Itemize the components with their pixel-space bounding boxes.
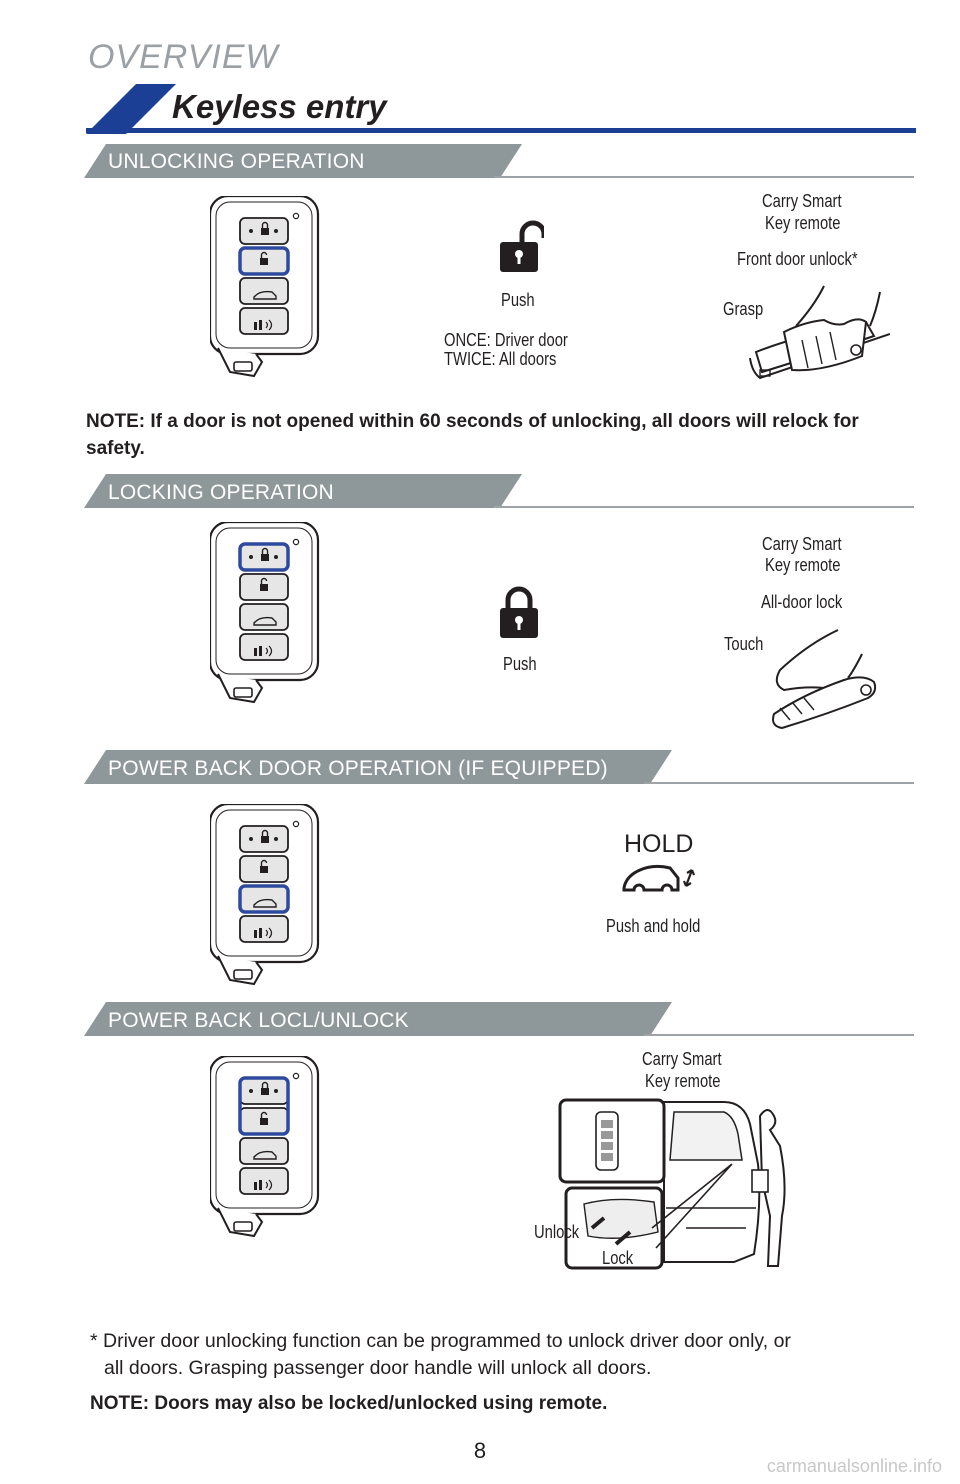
watermark: carmanualsonline.info xyxy=(766,1456,942,1476)
locking-section-title: LOCKING OPERATION xyxy=(108,481,334,504)
unlock-key-fob-image xyxy=(210,196,330,380)
lock-key-fob-image xyxy=(210,522,330,706)
backlock-carry-line2: Key remote xyxy=(645,1071,721,1091)
lock-all-door-label: All-door lock xyxy=(761,592,843,612)
unlock-label: Unlock xyxy=(534,1222,580,1242)
lock-push-label: Push xyxy=(503,654,537,674)
backlock-carry-line1: Carry Smart xyxy=(642,1049,722,1069)
relock-note-prefix: NOTE: xyxy=(86,411,146,432)
remote-note: NOTE: Doors may also be locked/unlocked using remote. xyxy=(90,1393,608,1414)
unlock-carry-line2: Key remote xyxy=(765,213,841,233)
back-door-icon xyxy=(620,860,700,900)
page-number: 8 xyxy=(473,1438,487,1463)
unlock-padlock-icon xyxy=(498,220,544,276)
back-door-key-fob-image xyxy=(210,804,330,988)
hold-label: HOLD xyxy=(624,830,694,858)
unlock-once-text: ONCE: Driver door xyxy=(444,330,568,350)
lock-carry-line1: Carry Smart xyxy=(762,534,842,554)
touch-door-handle-illustration xyxy=(766,626,886,734)
unlock-twice-text: TWICE: All doors xyxy=(444,349,557,369)
power-back-lock-section-title: POWER BACK LOCL/UNLOCK xyxy=(108,1009,409,1032)
lock-touch-label: Touch xyxy=(724,634,764,654)
overview-label: OVERVIEW xyxy=(88,38,279,76)
footnote-line1: * Driver door unlocking function can be programmed to unlock driver door only, or xyxy=(90,1330,791,1352)
page-title: Keyless entry xyxy=(172,88,387,125)
lock-label: Lock xyxy=(602,1248,634,1268)
relock-note xyxy=(86,408,916,462)
unlock-push-label: Push xyxy=(501,290,535,310)
unlock-front-door-label: Front door unlock* xyxy=(737,249,858,269)
relock-note-text: If a door is not opened within 60 seconds of unlocking, all doors will relock for safety. xyxy=(86,411,859,459)
unlock-grasp-label: Grasp xyxy=(723,299,764,319)
lock-padlock-icon xyxy=(498,586,544,642)
power-back-door-section-title: POWER BACK DOOR OPERATION (IF EQUIPPED) xyxy=(108,757,608,780)
back-lock-key-fob-image xyxy=(210,1056,330,1240)
lock-carry-line2: Key remote xyxy=(765,555,841,575)
unlocking-section-title: UNLOCKING OPERATION xyxy=(108,150,365,173)
footnote-line2: all doors. Grasping passenger door handle will unlock all doors. xyxy=(104,1357,652,1379)
rear-vehicle-illustration xyxy=(556,1098,792,1270)
push-and-hold-label: Push and hold xyxy=(606,916,701,936)
grasp-door-handle-illustration xyxy=(740,282,890,392)
unlock-carry-line1: Carry Smart xyxy=(762,191,842,211)
